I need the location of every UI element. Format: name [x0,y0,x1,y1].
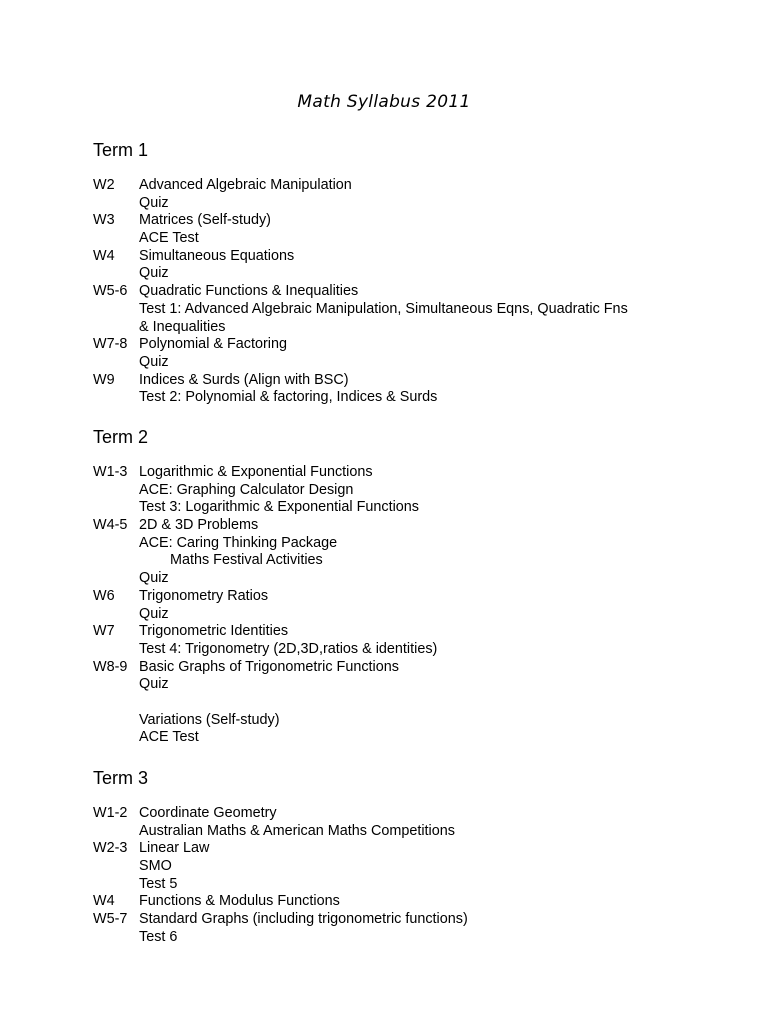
syllabus-line [93,464,713,482]
syllabus-line [93,248,713,266]
topic-text: Test 5 [139,875,178,892]
term-entries [93,177,713,407]
topic-text: Matrices (Self-study) [139,212,271,229]
week-label: W1-3 [93,464,128,480]
syllabus-line [93,729,713,747]
document-title: Math Syllabus 2011 [297,92,471,112]
week-label: W1-2 [93,805,128,821]
syllabus-line [93,623,713,641]
syllabus-line [93,552,713,570]
week-label: W5-6 [93,283,128,300]
topic-text: 2D & 3D Problems [139,517,259,534]
syllabus-line [93,482,713,500]
syllabus-line [93,641,713,659]
week-label: W2 [93,177,115,193]
week-label: W9 [93,371,115,388]
syllabus-line [93,659,713,677]
week-label: W4 [93,893,115,910]
syllabus-line [93,570,713,588]
term-section-2 [93,426,713,747]
syllabus-line [93,823,713,841]
topic-text: ACE Test [139,729,199,746]
syllabus-line [93,858,713,876]
syllabus-line [93,911,713,929]
syllabus-line [93,336,713,354]
topic-text: Basic Graphs of Trigonometric Functions [139,658,399,675]
topic-text: Standard Graphs (including trigonometric functions) [139,911,468,928]
topic-text: Coordinate Geometry [139,805,277,821]
syllabus-line [93,929,713,947]
topic-text: Test 3: Logarithmic & Exponential Functions [139,499,419,516]
blank-line [93,694,713,712]
topic-text: ACE Test [139,230,199,247]
topic-text: Test 2: Polynomial & factoring, Indices & Surds [139,389,438,406]
topic-text: Polynomial & Factoring [139,336,287,353]
term-entries [93,464,713,747]
topic-text: Maths Festival Activities [170,552,323,569]
week-label: W2-3 [93,840,128,857]
topic-text: Test 4: Trigonometry (2D,3D,ratios & identities) [139,640,438,657]
term-entries [93,805,713,947]
week-label: W7-8 [93,336,128,353]
syllabus-line [93,389,713,407]
topic-text: Quiz [139,605,169,622]
topic-text: Quiz [139,570,169,587]
topic-text: SMO [139,858,172,875]
topic-text: Australian Maths & American Maths Competitions [139,822,455,839]
syllabus-line [93,517,713,535]
term-section-1 [93,139,713,407]
syllabus-line [93,319,713,337]
topic-text: Quadratic Functions & Inequalities [139,283,359,300]
week-label: W6 [93,587,115,604]
syllabus-line [93,372,713,390]
topic-text: Logarithmic & Exponential Functions [139,464,373,480]
syllabus-line [93,230,713,248]
syllabus-line [93,212,713,230]
term-heading: Term 3 [93,768,149,788]
topic-text: Advanced Algebraic Manipulation [139,177,352,193]
topic-text: Test 6 [139,928,178,945]
topic-text: Trigonometric Identities [139,623,289,640]
topic-text: Trigonometry Ratios [139,587,269,604]
syllabus-line [93,588,713,606]
syllabus-line [93,676,713,694]
topic-text: Quiz [139,353,169,370]
week-label: W8-9 [93,658,128,675]
topic-text: ACE: Graphing Calculator Design [139,481,354,498]
syllabus-line [93,265,713,283]
week-label: W4 [93,247,115,264]
topic-text: Quiz [139,194,169,211]
syllabus-line [93,535,713,553]
week-label: W4-5 [93,517,128,534]
syllabus-line [93,876,713,894]
week-label: W3 [93,212,115,229]
topic-text: Quiz [139,265,169,282]
syllabus-line [93,354,713,372]
term-section-3 [93,767,713,947]
topic-text: Simultaneous Equations [139,247,295,264]
term-heading: Term 2 [93,427,149,447]
syllabus-line [93,177,713,195]
topic-text: Indices & Surds (Align with BSC) [139,371,349,388]
syllabus-line [93,195,713,213]
syllabus-line [93,301,713,319]
topic-text: Variations (Self-study) [139,711,280,728]
syllabus-line [93,606,713,624]
term-heading: Term 1 [93,140,149,160]
topic-text: Quiz [139,676,169,693]
topic-text: Functions & Modulus Functions [139,893,340,910]
syllabus-line [93,283,713,301]
syllabus-line [93,712,713,730]
topic-text: ACE: Caring Thinking Package [139,534,338,551]
week-label: W5-7 [93,911,128,928]
topic-text: Test 1: Advanced Algebraic Manipulation, Simultaneous Eqns, Quadratic Fns [139,300,628,317]
syllabus-line [93,805,713,823]
syllabus-line [93,499,713,517]
week-label: W7 [93,623,115,640]
topic-text: Linear Law [139,840,210,857]
topic-text: & Inequalities [139,318,226,335]
syllabus-line [93,840,713,858]
syllabus-line [93,893,713,911]
